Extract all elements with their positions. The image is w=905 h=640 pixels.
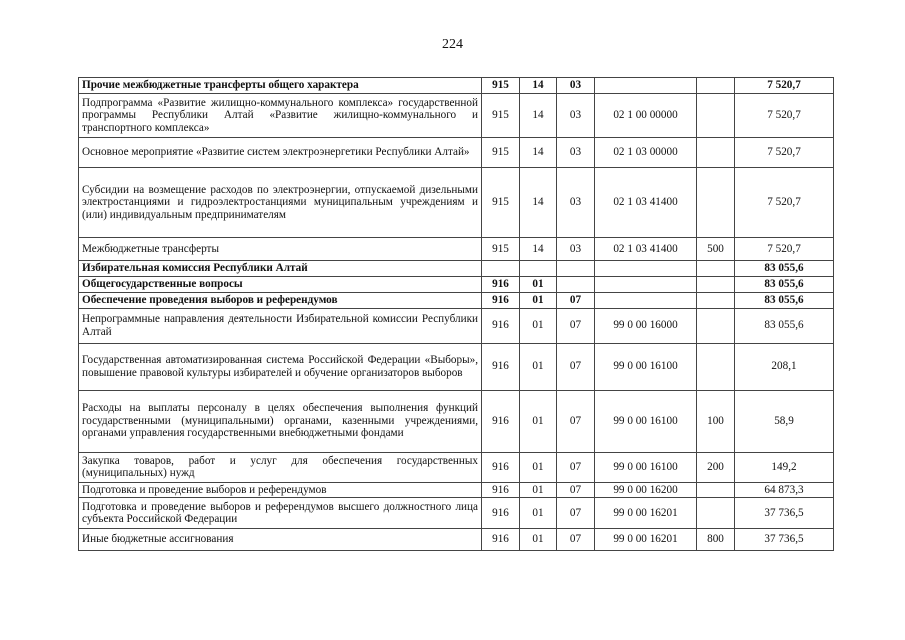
table-row [79, 498, 834, 529]
section-code: 01 [520, 498, 557, 529]
section-code: 14 [520, 168, 557, 238]
section-code: 14 [520, 78, 557, 94]
section-code: 14 [520, 138, 557, 168]
subsection-code: 07 [557, 390, 595, 452]
table-row [79, 308, 834, 343]
table-row [79, 529, 834, 551]
subsection-code: 07 [557, 498, 595, 529]
admin-code: 916 [482, 343, 520, 390]
expense-type-code: 100 [697, 390, 735, 452]
row-name: Субсидии на возмещение расходов по электроэнергии, отпускаемой дизельными электростанциями и гидроэлектростанциями муниципальным учреждениям и (или) индивидуальным предпринимателям [79, 168, 482, 238]
target-article-code: 02 1 03 00000 [595, 138, 697, 168]
table-row [79, 277, 834, 293]
admin-code: 916 [482, 452, 520, 482]
target-article-code: 99 0 00 16200 [595, 482, 697, 498]
row-name: Подготовка и проведение выборов и референдумов высшего должностного лица субъекта Российской Федерации [79, 498, 482, 529]
expense-type-code [697, 308, 735, 343]
admin-code: 916 [482, 482, 520, 498]
target-article-code: 99 0 00 16201 [595, 498, 697, 529]
amount: 83 055,6 [735, 293, 834, 309]
section-code: 01 [520, 277, 557, 293]
expense-type-code [697, 94, 735, 138]
subsection-code [557, 261, 595, 277]
amount: 64 873,3 [735, 482, 834, 498]
expense-type-code [697, 261, 735, 277]
table-body [79, 78, 834, 551]
row-name: Избирательная комиссия Республики Алтай [79, 261, 482, 277]
admin-code: 916 [482, 529, 520, 551]
section-code: 01 [520, 452, 557, 482]
row-name: Закупка товаров, работ и услуг для обеспечения государственных (муниципальных) нужд [79, 452, 482, 482]
row-name: Основное мероприятие «Развитие систем электроэнергетики Республики Алтай» [79, 138, 482, 168]
admin-code: 915 [482, 78, 520, 94]
table-row [79, 78, 834, 94]
amount: 149,2 [735, 452, 834, 482]
subsection-code [557, 277, 595, 293]
subsection-code: 03 [557, 168, 595, 238]
expense-type-code: 800 [697, 529, 735, 551]
expense-type-code [697, 293, 735, 309]
amount: 7 520,7 [735, 94, 834, 138]
subsection-code: 07 [557, 308, 595, 343]
expense-type-code [697, 168, 735, 238]
subsection-code: 07 [557, 293, 595, 309]
target-article-code: 02 1 03 41400 [595, 168, 697, 238]
admin-code [482, 261, 520, 277]
budget-table [78, 77, 834, 551]
subsection-code: 03 [557, 238, 595, 261]
amount: 37 736,5 [735, 529, 834, 551]
admin-code: 915 [482, 94, 520, 138]
target-article-code: 99 0 00 16100 [595, 343, 697, 390]
target-article-code [595, 277, 697, 293]
table-row [79, 482, 834, 498]
subsection-code: 07 [557, 529, 595, 551]
admin-code: 915 [482, 168, 520, 238]
expense-type-code [697, 138, 735, 168]
admin-code: 916 [482, 498, 520, 529]
admin-code: 915 [482, 238, 520, 261]
admin-code: 915 [482, 138, 520, 168]
target-article-code: 99 0 00 16201 [595, 529, 697, 551]
amount: 7 520,7 [735, 78, 834, 94]
subsection-code: 03 [557, 138, 595, 168]
table-row [79, 238, 834, 261]
amount: 7 520,7 [735, 138, 834, 168]
section-code: 01 [520, 308, 557, 343]
row-name: Непрограммные направления деятельности Избирательной комиссии Республики Алтай [79, 308, 482, 343]
expense-type-code: 200 [697, 452, 735, 482]
section-code: 14 [520, 94, 557, 138]
subsection-code: 03 [557, 94, 595, 138]
amount: 83 055,6 [735, 261, 834, 277]
row-name: Расходы на выплаты персоналу в целях обеспечения выполнения функций государственными (муниципальными) органами, казенными учреждениями, органами управления государственными внебюджетными фондами [79, 390, 482, 452]
table-row [79, 168, 834, 238]
admin-code: 916 [482, 308, 520, 343]
subsection-code: 03 [557, 78, 595, 94]
target-article-code: 99 0 00 16100 [595, 390, 697, 452]
section-code: 01 [520, 482, 557, 498]
amount: 83 055,6 [735, 308, 834, 343]
section-code: 01 [520, 390, 557, 452]
section-code: 14 [520, 238, 557, 261]
target-article-code [595, 261, 697, 277]
subsection-code: 07 [557, 343, 595, 390]
row-name: Обеспечение проведения выборов и референдумов [79, 293, 482, 309]
expense-type-code: 500 [697, 238, 735, 261]
expense-type-code [697, 78, 735, 94]
expense-type-code [697, 498, 735, 529]
amount: 58,9 [735, 390, 834, 452]
row-name: Межбюджетные трансферты [79, 238, 482, 261]
table-row [79, 261, 834, 277]
row-name: Прочие межбюджетные трансферты общего характера [79, 78, 482, 94]
table-row [79, 452, 834, 482]
amount: 208,1 [735, 343, 834, 390]
table-row [79, 138, 834, 168]
row-name: Подпрограмма «Развитие жилищно-коммунального комплекса» государственной программы Республики Алтай «Развитие жилищно-коммунального и транспортного комплекса» [79, 94, 482, 138]
table-row [79, 390, 834, 452]
target-article-code: 02 1 00 00000 [595, 94, 697, 138]
row-name: Подготовка и проведение выборов и референдумов [79, 482, 482, 498]
subsection-code: 07 [557, 482, 595, 498]
target-article-code: 99 0 00 16000 [595, 308, 697, 343]
section-code: 01 [520, 529, 557, 551]
expense-type-code [697, 482, 735, 498]
row-name: Государственная автоматизированная система Российской Федерации «Выборы», повышение правовой культуры избирателей и обучение организаторов выборов [79, 343, 482, 390]
target-article-code: 02 1 03 41400 [595, 238, 697, 261]
page-number: 224 [442, 37, 463, 52]
amount: 37 736,5 [735, 498, 834, 529]
admin-code: 916 [482, 277, 520, 293]
amount: 7 520,7 [735, 168, 834, 238]
table-row [79, 293, 834, 309]
target-article-code: 99 0 00 16100 [595, 452, 697, 482]
table-row [79, 343, 834, 390]
subsection-code: 07 [557, 452, 595, 482]
expense-type-code [697, 277, 735, 293]
expense-type-code [697, 343, 735, 390]
section-code: 01 [520, 293, 557, 309]
admin-code: 916 [482, 390, 520, 452]
row-name: Общегосударственные вопросы [79, 277, 482, 293]
target-article-code [595, 78, 697, 94]
amount: 83 055,6 [735, 277, 834, 293]
section-code [520, 261, 557, 277]
row-name: Иные бюджетные ассигнования [79, 529, 482, 551]
amount: 7 520,7 [735, 238, 834, 261]
section-code: 01 [520, 343, 557, 390]
target-article-code [595, 293, 697, 309]
admin-code: 916 [482, 293, 520, 309]
table-row [79, 94, 834, 138]
